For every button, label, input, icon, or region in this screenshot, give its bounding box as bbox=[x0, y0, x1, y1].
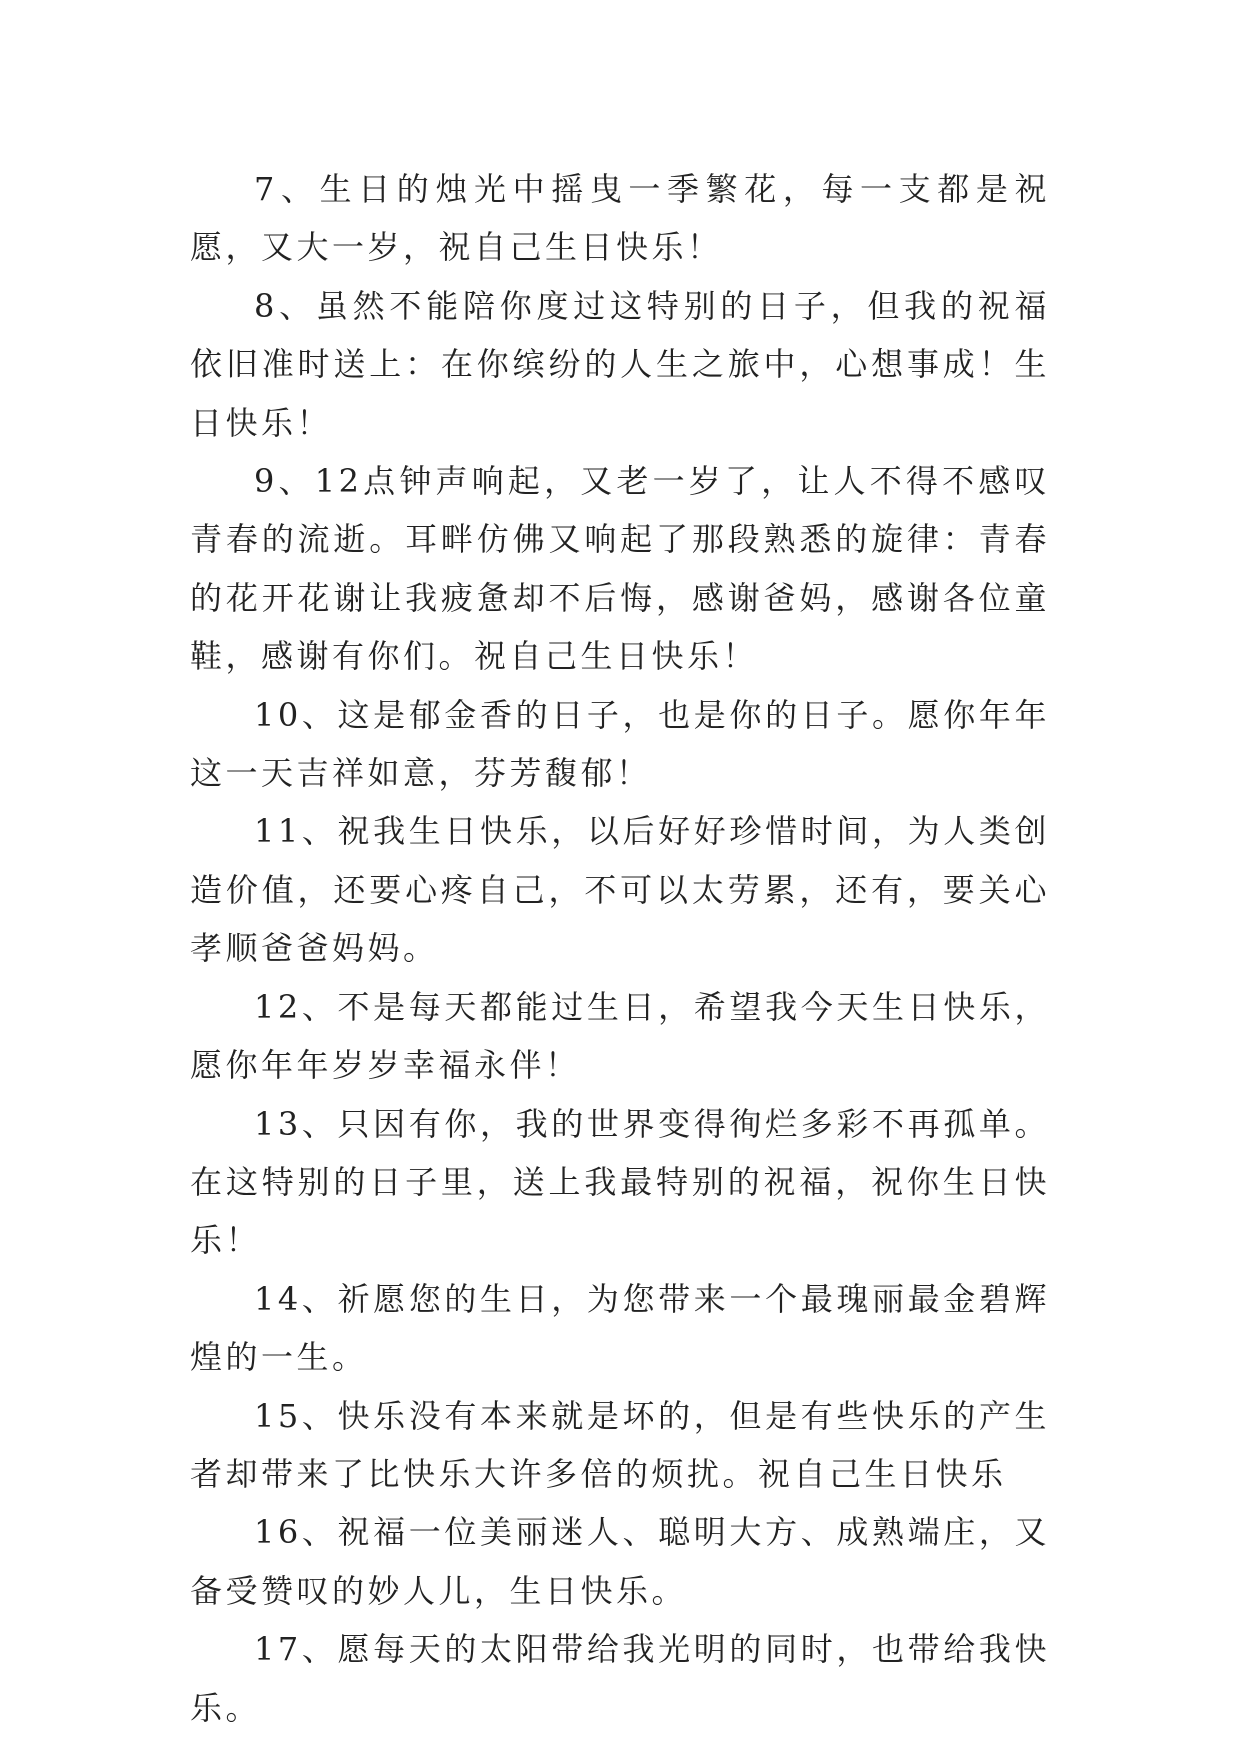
paragraph-7: 7、生日的烛光中摇曳一季繁花，每一支都是祝愿，又大一岁，祝自己生日快乐！ bbox=[190, 170, 1050, 267]
paragraph-8: 8、虽然不能陪你度过这特别的日子，但我的祝福依旧准时送上：在你缤纷的人生之旅中，心想事成！生日快乐！ bbox=[190, 286, 1050, 442]
paragraph-13: 13、只因有你，我的世界变得徇烂多彩不再孤单。在这特别的日子里，送上我最特别的祝福，祝你生日快乐！ bbox=[190, 1104, 1050, 1260]
paragraph-11: 11、祝我生日快乐，以后好好珍惜时间，为人类创造价值，还要心疼自己，不可以太劳累，还有，要关心孝顺爸爸妈妈。 bbox=[190, 812, 1050, 968]
document-body bbox=[190, 160, 1050, 1737]
paragraph-16: 16、祝福一位美丽迷人、聪明大方、成熟端庄，又备受赞叹的妙人儿，生日快乐。 bbox=[190, 1513, 1050, 1610]
paragraph-14: 14、祈愿您的生日，为您带来一个最瑰丽最金碧辉煌的一生。 bbox=[190, 1279, 1050, 1377]
paragraph-9: 9、12点钟声响起，又老一岁了，让人不得不感叹青春的流逝。耳畔仿佛又响起了那段熟悉的旋律：青春的花开花谢让我疲惫却不后悔，感谢爸妈，感谢各位童鞋，感谢有你们。祝自己生日快乐！ bbox=[190, 462, 1050, 676]
paragraph-17: 17、愿每天的太阳带给我光明的同时，也带给我快乐。 bbox=[190, 1630, 1050, 1727]
paragraph-12: 12、不是每天都能过生日，希望我今天生日快乐，愿你年年岁岁幸福永伴！ bbox=[190, 987, 1050, 1085]
paragraph-10: 10、这是郁金香的日子，也是你的日子。愿你年年这一天吉祥如意，芬芳馥郁！ bbox=[190, 695, 1050, 793]
paragraph-15: 15、快乐没有本来就是坏的，但是有些快乐的产生者却带来了比快乐大许多倍的烦扰。祝自己生日快乐 bbox=[190, 1396, 1050, 1493]
